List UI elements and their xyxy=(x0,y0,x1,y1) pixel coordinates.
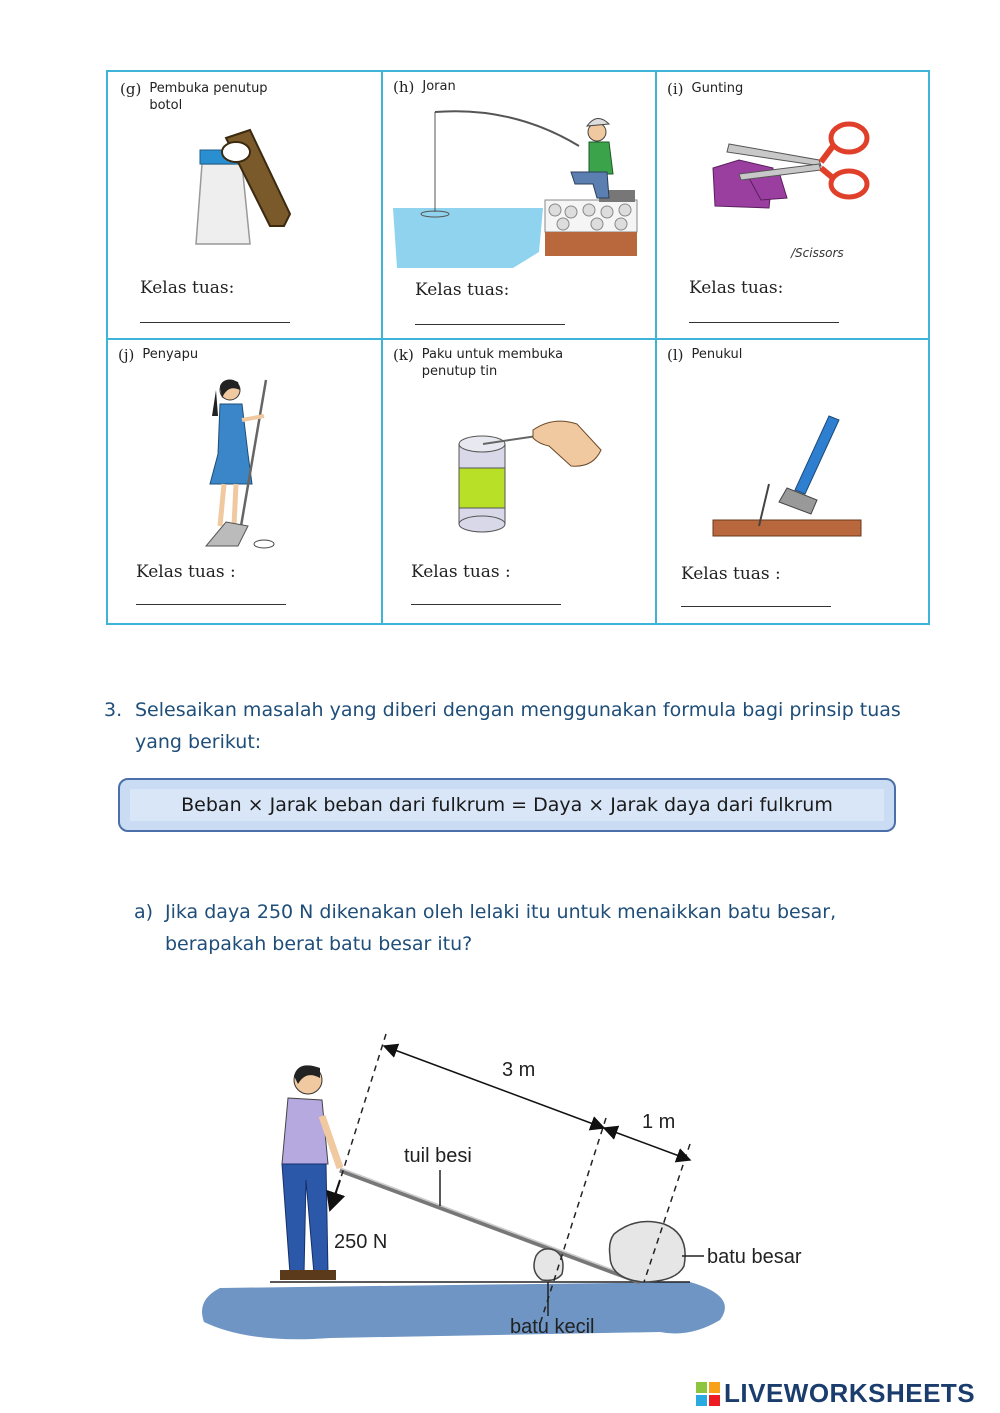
hammer-illustration xyxy=(713,414,863,538)
cell-letter: (i) xyxy=(667,80,684,98)
kelas-tuas-label: Kelas tuas : xyxy=(681,564,781,584)
formula-box xyxy=(118,778,896,832)
crowbar-label: tuil besi xyxy=(404,1145,472,1167)
lever-class-table xyxy=(106,70,930,625)
kelas-tuas-label: Kelas tuas: xyxy=(689,278,784,298)
broom-girl-illustration xyxy=(194,376,294,556)
cell-letter: (j) xyxy=(118,346,135,364)
cell-letter: (l) xyxy=(667,346,684,364)
liveworksheets-logo xyxy=(696,1378,975,1409)
answer-blank[interactable] xyxy=(681,606,831,607)
answer-blank[interactable] xyxy=(136,604,286,605)
scissors-illustration xyxy=(709,116,879,216)
cell-scissors xyxy=(657,72,928,340)
cell-title: Penukul xyxy=(691,347,743,362)
answer-blank[interactable] xyxy=(411,604,561,605)
cell-title: Paku untuk membuka penutup tin xyxy=(421,347,564,379)
question-number: 3. xyxy=(104,699,123,721)
logo-icon xyxy=(696,1382,720,1406)
effort-distance-label: 3 m xyxy=(502,1059,536,1081)
kelas-tuas-label: Kelas tuas: xyxy=(415,280,510,300)
cell-bottle-opener xyxy=(108,72,383,340)
big-rock-label: batu besar xyxy=(707,1246,802,1268)
cell-tin-opener xyxy=(383,340,657,623)
cell-letter: (g) xyxy=(120,80,142,98)
ground xyxy=(202,1282,725,1339)
cell-hammer xyxy=(657,340,928,623)
scissors-note: /Scissors xyxy=(791,246,844,260)
cell-title: Gunting xyxy=(691,81,744,96)
lever-diagram xyxy=(190,1020,802,1350)
load-distance-label: 1 m xyxy=(642,1111,676,1133)
answer-blank[interactable] xyxy=(415,324,565,325)
cell-title: Joran xyxy=(422,79,456,94)
cell-letter: (k) xyxy=(393,346,414,364)
cell-fishing-rod xyxy=(383,72,657,340)
kelas-tuas-label: Kelas tuas: xyxy=(140,278,235,298)
cell-letter: (h) xyxy=(393,78,415,96)
kelas-tuas-label: Kelas tuas : xyxy=(136,562,236,582)
question-text: Selesaikan masalah yang diberi dengan menggunakan formula bagi prinsip tuas yang berikut: xyxy=(135,699,901,753)
kelas-tuas-label: Kelas tuas : xyxy=(411,562,511,582)
cell-title: Pembuka penutup botol xyxy=(149,81,268,113)
logo-text: LIVEWORKSHEETS xyxy=(724,1378,976,1408)
man-figure xyxy=(280,1065,340,1280)
question-text: Jika daya 250 N dikenakan oleh lelaki itu untuk menaikkan batu besar, berapakah berat batu besar itu? xyxy=(165,901,837,955)
lever-formula: Beban × Jarak beban dari fulkrum = Daya × Jarak daya dari fulkrum xyxy=(130,789,884,821)
tin-opener-illustration xyxy=(453,416,603,536)
cell-broom xyxy=(108,340,383,623)
small-rock-label: batu kecil xyxy=(510,1316,595,1338)
question-number: a) xyxy=(134,901,154,923)
force-label: 250 N xyxy=(334,1231,388,1253)
answer-blank[interactable] xyxy=(689,322,839,323)
bottle-opener-illustration xyxy=(188,122,308,247)
answer-blank[interactable] xyxy=(140,322,290,323)
fishing-rod-illustration xyxy=(393,102,643,272)
crowbar xyxy=(340,1170,640,1282)
cell-title: Penyapu xyxy=(142,347,199,362)
